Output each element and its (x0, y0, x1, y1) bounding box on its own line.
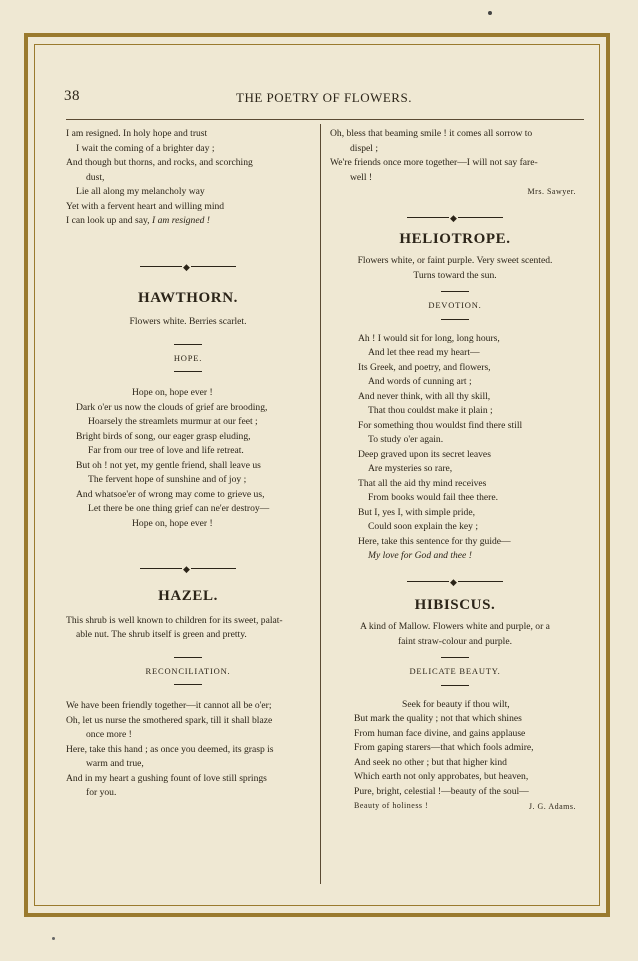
left-column (66, 127, 310, 801)
page-header (64, 88, 584, 110)
poem-emphasis: I am resigned ! (151, 215, 210, 226)
poem-line: once more ! (86, 729, 132, 740)
poem-line: Beauty of holiness ! (354, 801, 429, 810)
section-subtitle: RECONCILIATION. (145, 665, 231, 676)
ornament-divider: ◆ (140, 563, 236, 575)
poem-line: Hoarsely the streamlets murmur at our feet ; (88, 416, 258, 427)
section-subtitle: DELICATE BEAUTY. (409, 666, 501, 676)
poem-line: That all the aid thy mind receives (358, 477, 487, 489)
ink-speck (52, 937, 55, 940)
section-title-heliotrope: HELIOTROPE. (399, 230, 511, 247)
ornament-divider: ◆ (407, 576, 503, 588)
poem-line: Lie all along my melancholy way (76, 186, 205, 197)
poem-line: Here, take this sentence for thy guide— (358, 535, 511, 547)
poem-author: J. G. Adams. (528, 801, 576, 811)
poem-line: Could soon explain the key ; (368, 521, 479, 532)
ornament-divider: ◆ (407, 212, 503, 224)
ink-speck (488, 11, 492, 15)
section-subtitle: HOPE. (173, 352, 203, 363)
poem-line: And whatsoe'er of wrong may come to grieve us, (76, 488, 265, 500)
flower-description: Turns toward the sun. (413, 269, 497, 281)
poem-line: From gaping starers—that which fools admire, (354, 742, 534, 753)
poem-line: Far from our tree of love and life retreat. (88, 445, 244, 456)
poem-line: Dark o'er us now the clouds of grief are brooding, (76, 401, 268, 413)
poem-line: Which earth not only approbates, but heaven, (354, 771, 529, 782)
flower-description: Flowers white, or faint purple. Very sweet scented. (357, 255, 553, 266)
poem-line: dust, (86, 171, 105, 183)
running-title: THE POETRY OF FLOWERS. (236, 90, 412, 105)
poem-line: From human face divine, and gains applause (354, 727, 526, 739)
section-title-hibiscus: HIBISCUS. (414, 596, 496, 613)
poem-line: From books would fail thee there. (368, 492, 499, 503)
flower-description: able nut. The shrub itself is green and pretty. (76, 629, 247, 640)
poem-line: That thou couldst make it plain ; (368, 405, 493, 416)
section-subtitle: DEVOTION. (428, 300, 482, 310)
poem-line: But mark the quality ; not that which shines (354, 713, 522, 724)
poem-line: Here, take this hand ; as once you deemed, its grasp is (66, 743, 274, 755)
poem-line: The fervent hope of sunshine and of joy ; (88, 474, 247, 485)
poem-line: And let thee read my heart— (368, 347, 480, 358)
poem-line: Seek for beauty if thou wilt, (402, 698, 510, 710)
poem-line: Are mysteries so rare, (368, 463, 453, 474)
header-rule (66, 119, 584, 120)
poem-line: But I, yes I, with simple pride, (358, 506, 475, 518)
poem-line: And words of cunning art ; (368, 376, 472, 387)
poem-line: Oh, bless that beaming smile ! it comes all sorrow to (330, 128, 533, 139)
flower-description: Flowers white. Berries scarlet. (129, 316, 247, 327)
poem-line: Deep graved upon its secret leaves (358, 448, 491, 460)
poem-line: To study o'er again. (368, 434, 444, 445)
poem-emphasis: My love for God and thee ! (368, 550, 472, 561)
poem-line: Its Greek, and poetry, and flowers, (358, 361, 491, 373)
poem-line: Bright birds of song, our eager grasp eluding, (76, 430, 251, 442)
poem-line: I wait the coming of a brighter day ; (76, 142, 215, 154)
poem-line: dispel ; (350, 142, 378, 154)
flower-description: faint straw-colour and purple. (397, 635, 513, 647)
poem-line (358, 549, 580, 564)
poem-block (330, 332, 580, 564)
poem-line: We're friends once more together—I will not say fare- (330, 157, 538, 168)
poem-line: Pure, bright, celestial !—beauty of the soul— (354, 785, 529, 797)
poem-line: And in my heart a gushing fount of love still springs (66, 772, 267, 784)
poem-line: I can look up and say, I am resigned ! (66, 215, 210, 226)
poem-line: Oh, let us nurse the smothered spark, till it shall blaze (66, 714, 273, 726)
column-divider (320, 124, 321, 884)
poem-line: But oh ! not yet, my gentle friend, shall leave us (76, 459, 261, 471)
poem-block (330, 698, 580, 814)
poem-line: Let there be one thing grief can ne'er destroy— (88, 503, 270, 514)
page-number: 38 (64, 88, 80, 104)
poem-line: And never think, with all thy skill, (358, 390, 491, 402)
poem-line: We have been friendly together—it cannot all be o'er; (66, 700, 272, 711)
poem-line: And seek no other ; but that higher kind (354, 756, 507, 768)
poem-line: I am resigned. In holy hope and trust (66, 128, 208, 139)
poem-line: And though but thorns, and rocks, and scorching (66, 157, 253, 168)
section-title-hazel: HAZEL. (158, 588, 218, 604)
section-title-hawthorn: HAWTHORN. (138, 289, 238, 306)
ornament-divider: ◆ (140, 261, 236, 273)
flower-description: This shrub is well known to children for its sweet, palat- (66, 614, 283, 626)
poem-line: for you. (86, 787, 117, 798)
poem-line: Hope on, hope ever ! (132, 387, 213, 398)
poem-line: Ah ! I would sit for long, long hours, (358, 332, 500, 344)
flower-description: A kind of Mallow. Flowers white and purple, or a (360, 621, 550, 632)
poem-line: Yet with a fervent heart and willing mind (66, 200, 225, 212)
right-column (330, 127, 580, 814)
poem-author: Mrs. Sawyer. (527, 187, 576, 196)
poem-line: Hope on, hope ever ! (132, 517, 213, 529)
poem-line: For something thou wouldst find there still (358, 419, 523, 431)
poem-line: warm and true, (86, 758, 144, 769)
poem-line: well ! (350, 171, 373, 183)
